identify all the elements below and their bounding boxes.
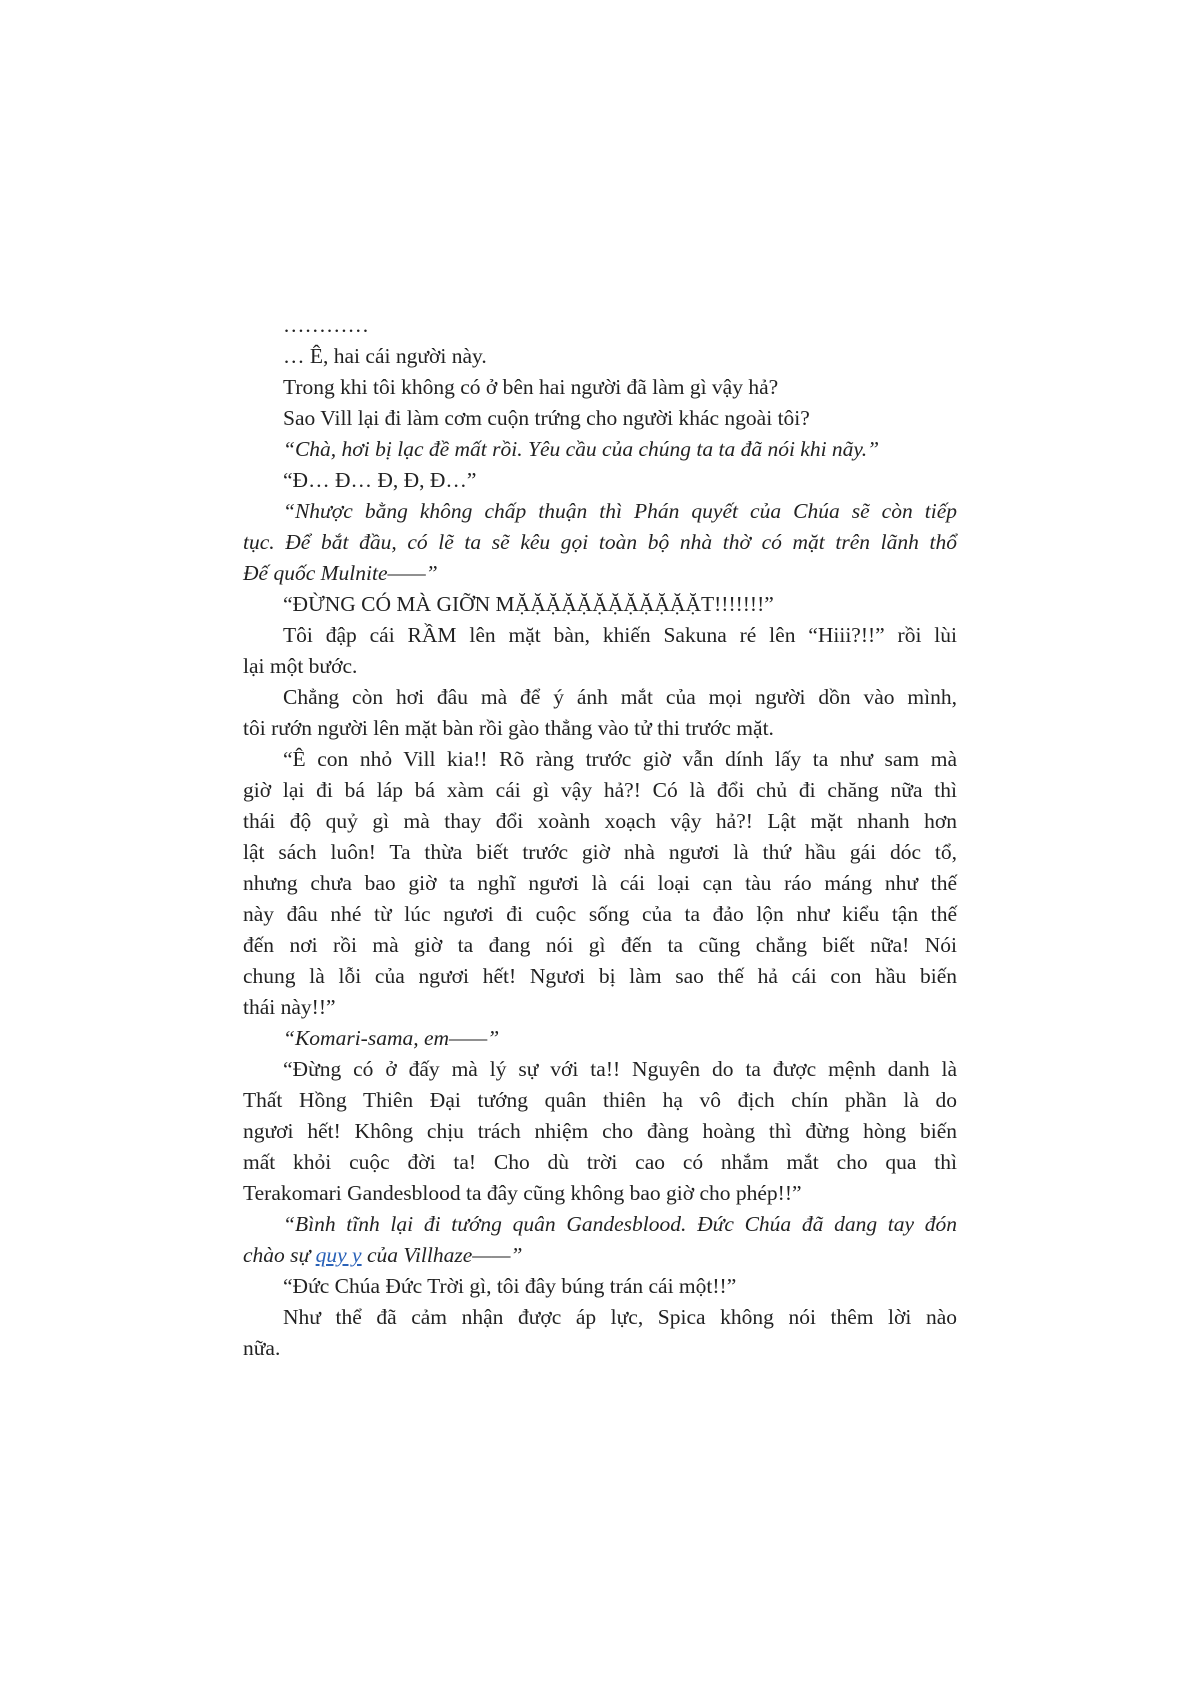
text-line: thái này!!” (243, 995, 336, 1019)
paragraph (243, 310, 957, 341)
text-line: mất khỏi cuộc đời ta! Cho dù trời cao có nhắm mắt cho qua thì (243, 1150, 957, 1174)
text-line: đến nơi rồi mà giờ ta đang nói gì đến ta cũng chẳng biết nữa! Nói (243, 933, 957, 957)
paragraph (243, 1054, 957, 1209)
annotation-link[interactable]: quy y (315, 1243, 362, 1267)
document-page (243, 310, 957, 1364)
text-line: thái độ quỷ gì mà thay đổi xoành xoạch vậy hả?! Lật mặt nhanh hơn (243, 809, 957, 833)
text-line: Chẳng còn hơi đâu mà để ý ánh mắt của mọi người dồn vào mình, (283, 685, 957, 709)
text-line: giờ lại đi bá láp bá xàm cái gì vậy hả?! Có là đổi chủ đi chăng nữa thì (243, 778, 957, 802)
paragraph (243, 744, 957, 1023)
paragraph (243, 682, 957, 744)
text-line: tôi rướn người lên mặt bàn rồi gào thẳng vào tử thi trước mặt. (243, 716, 774, 740)
text-line: “ĐỪNG CÓ MÀ GIỠN MẶẶẶẶẶẶẶẶẶẶẶẶT!!!!!!!” (283, 592, 774, 616)
paragraph (243, 589, 957, 620)
paragraph (243, 1302, 957, 1364)
paragraph (243, 620, 957, 682)
paragraph (243, 1023, 957, 1054)
text-line: này đâu nhé từ lúc ngươi đi cuộc sống của ta đảo lộn như kiểu tận thế (243, 902, 957, 926)
text-line: “Nhược bằng không chấp thuận thì Phán quyết của Chúa sẽ còn tiếp (283, 499, 957, 523)
paragraph (243, 1271, 957, 1302)
text-line: nữa. (243, 1336, 281, 1360)
text-line: lật sách luôn! Ta thừa biết trước giờ nhà ngươi là thứ hầu gái dóc tổ, (243, 840, 957, 864)
paragraph (243, 1209, 957, 1271)
text-line: Như thể đã cảm nhận được áp lực, Spica không nói thêm lời nào (283, 1305, 957, 1329)
text-line: Sao Vill lại đi làm cơm cuộn trứng cho người khác ngoài tôi? (283, 406, 810, 430)
paragraph (243, 496, 957, 589)
text-line: Trong khi tôi không có ở bên hai người đã làm gì vậy hả? (283, 375, 779, 399)
text-line: ngươi hết! Không chịu trách nhiệm cho đàng hoàng thì đừng hòng biến (243, 1119, 957, 1143)
text-line: “Chà, hơi bị lạc đề mất rồi. Yêu cầu của chúng ta ta đã nói khi nãy.” (283, 437, 880, 461)
text-line: … Ê, hai cái người này. (283, 344, 487, 368)
text-line: ………… (283, 313, 369, 337)
text-line: Tôi đập cái RẦM lên mặt bàn, khiến Sakuna ré lên “Hiii?!!” rồi lùi (283, 623, 957, 647)
text-line: “Đức Chúa Đức Trời gì, tôi đây búng trán cái một!!” (283, 1274, 737, 1298)
text-line: “Ê con nhỏ Vill kia!! Rõ ràng trước giờ vẫn dính lấy ta như sam mà (283, 747, 957, 771)
paragraph (243, 465, 957, 496)
text-line: “Đừng có ở đấy mà lý sự với ta!! Nguyên do ta được mệnh danh là (283, 1057, 957, 1081)
text-line: Đế quốc Mulnite——” (243, 561, 438, 585)
text-line: lại một bước. (243, 654, 358, 678)
text-line: Terakomari Gandesblood ta đây cũng không bao giờ cho phép!!” (243, 1181, 802, 1205)
text-line: “Bình tĩnh lại đi tướng quân Gandesblood. Đức Chúa đã dang tay đón (283, 1212, 957, 1236)
paragraph (243, 372, 957, 403)
text-line: Thất Hồng Thiên Đại tướng quân thiên hạ vô địch chín phần là do (243, 1088, 957, 1112)
text-line: “Komari-sama, em——” (283, 1026, 500, 1050)
paragraph (243, 341, 957, 372)
text-line: tục. Để bắt đầu, có lẽ ta sẽ kêu gọi toàn bộ nhà thờ có mặt trên lãnh thổ (243, 530, 957, 554)
text-line: nhưng chưa bao giờ ta nghĩ ngươi là cái loại cạn tàu ráo máng như thế (243, 871, 957, 895)
text-segment: của Villhaze——” (361, 1243, 523, 1267)
paragraph (243, 434, 957, 465)
text-line: chung là lỗi của ngươi hết! Ngươi bị làm sao thế hả cái con hầu biến (243, 964, 957, 988)
text-line: “Đ… Đ… Đ, Đ, Đ…” (283, 468, 477, 492)
text-segment: chào sự (243, 1243, 316, 1267)
paragraph (243, 403, 957, 434)
text-line-with-link (243, 1240, 957, 1271)
